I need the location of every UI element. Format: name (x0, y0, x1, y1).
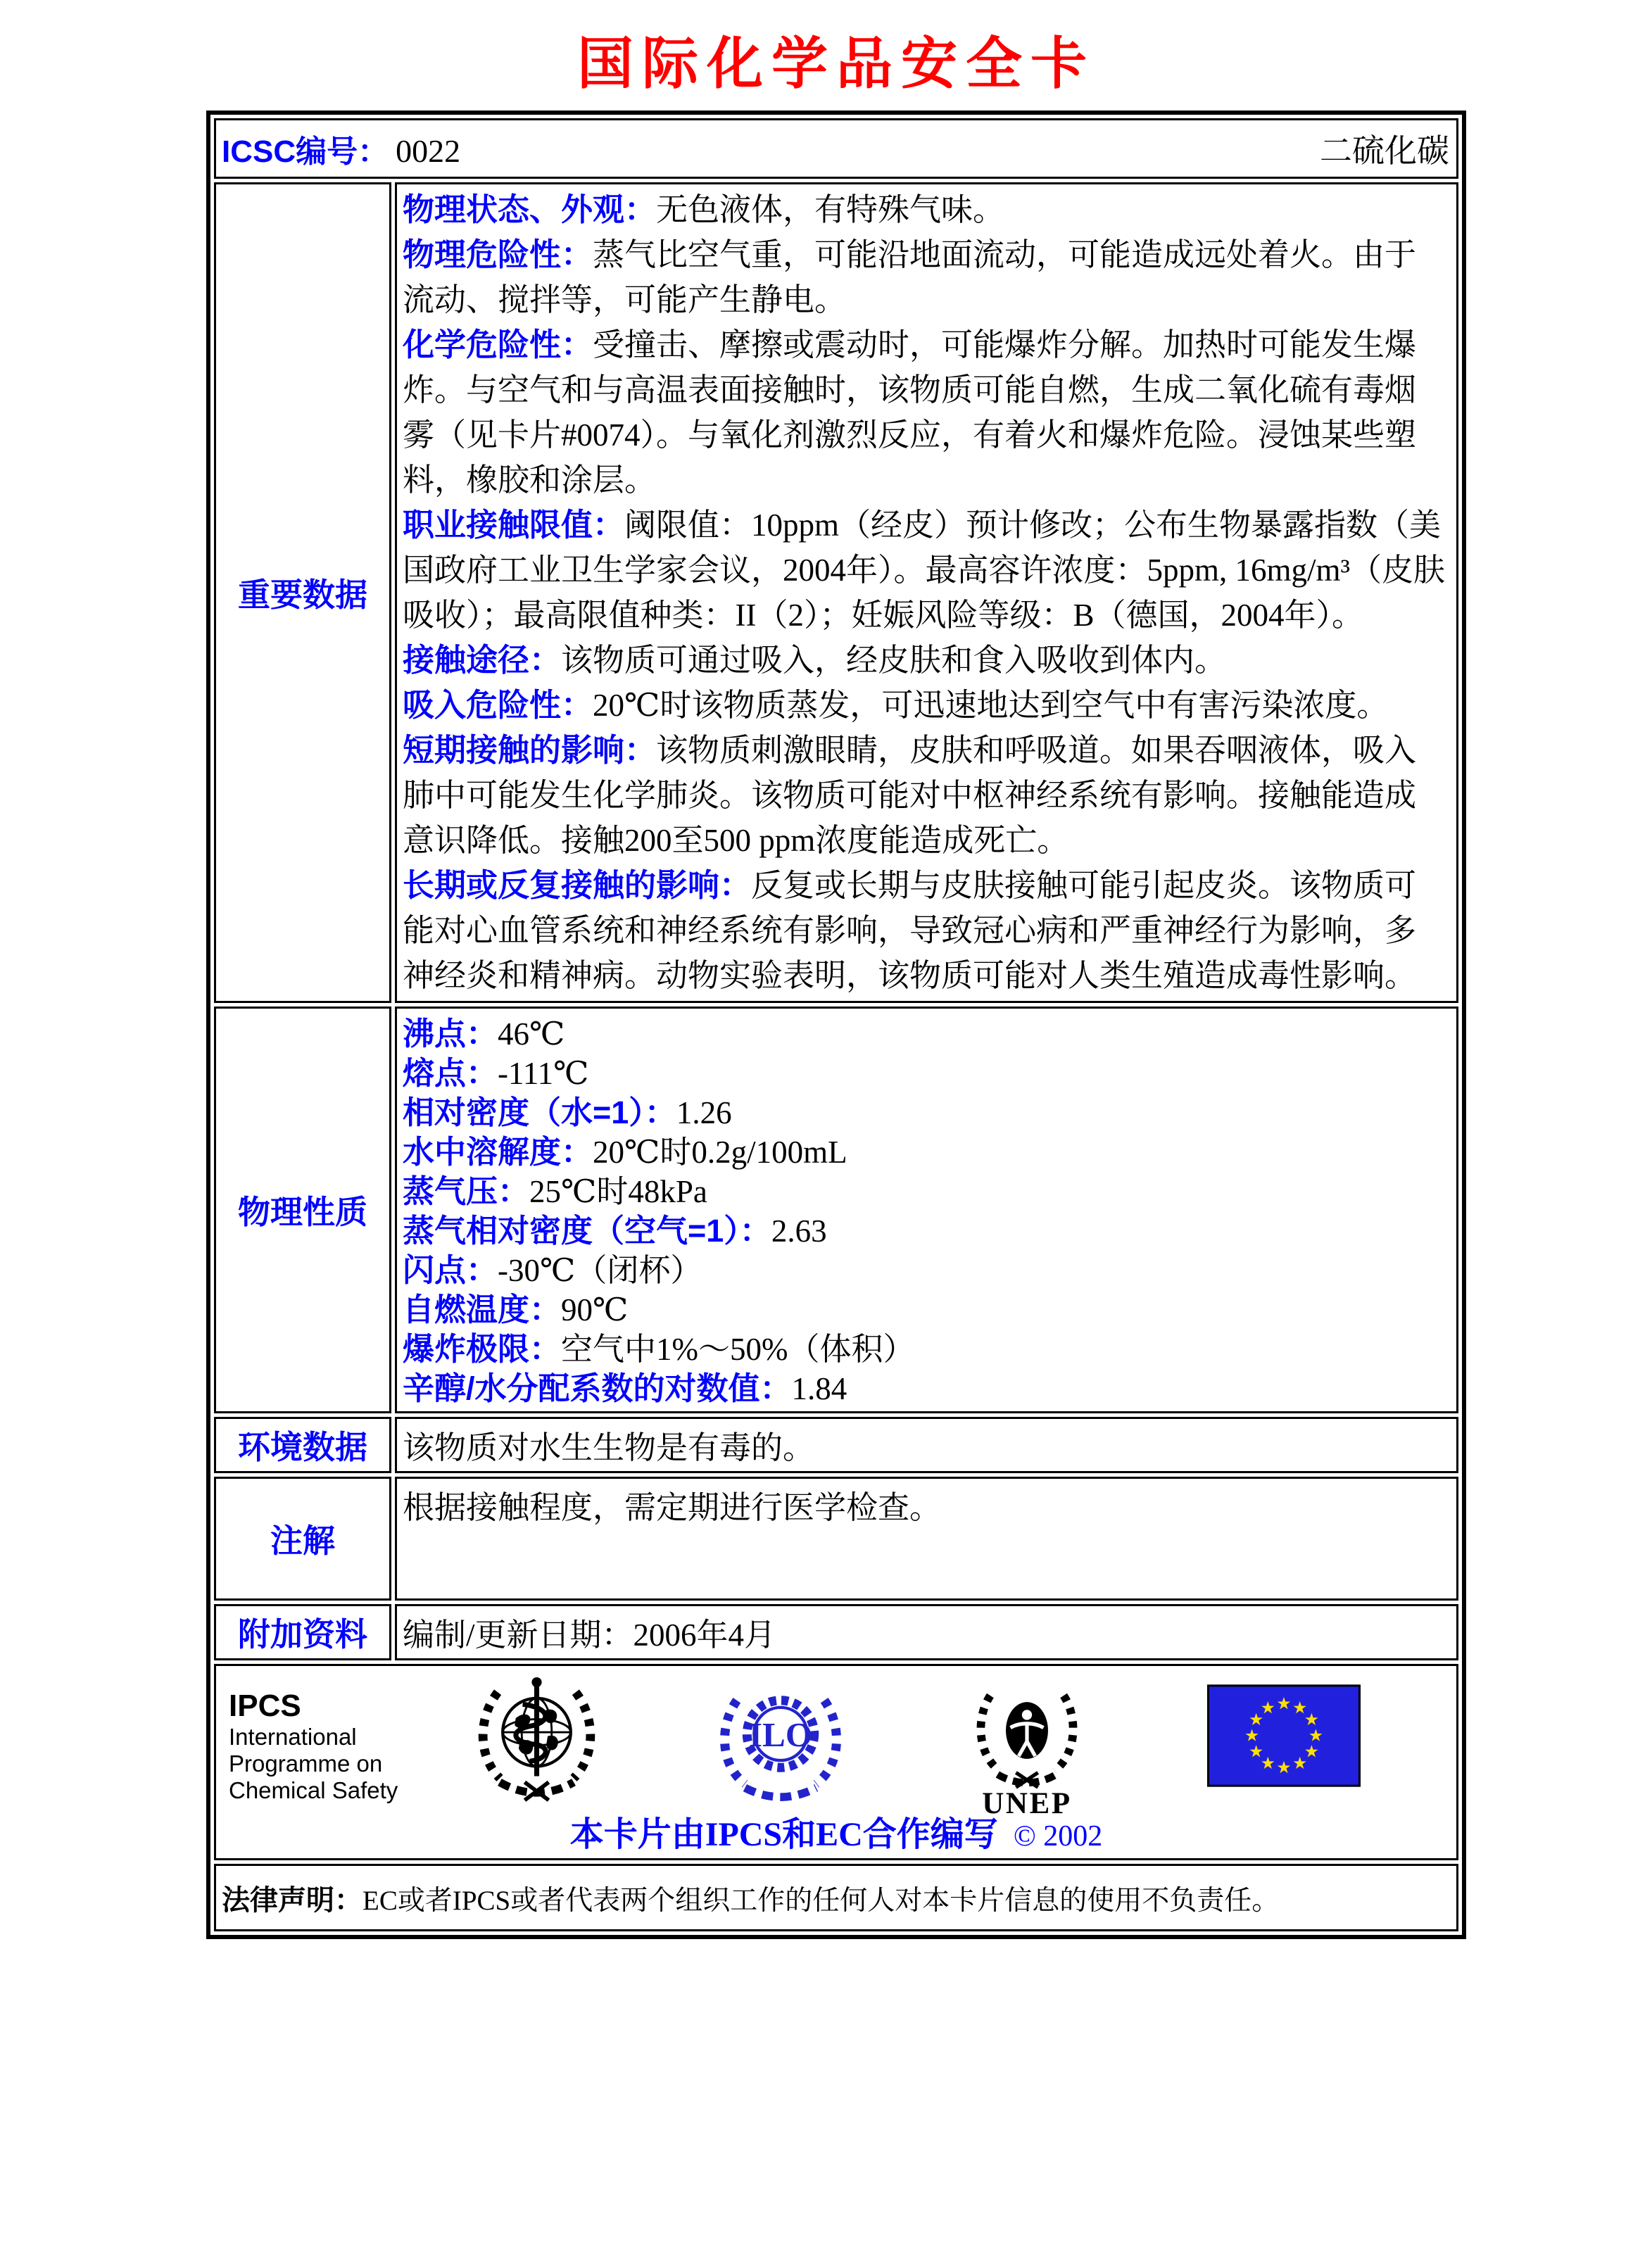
eu-flag-icon (1207, 1684, 1361, 1791)
physical-property-line: 熔点：-111℃ (403, 1055, 589, 1091)
legal-notice-text: EC或者IPCS或者代表两个组织工作的任何人对本卡片信息的使用不负责任。 (362, 1885, 1280, 1916)
row-label-additional-info: 附加资料 (214, 1604, 391, 1660)
important-data-item: 化学危险性：受撞击、摩擦或震动时，可能爆炸分解。加热时可能发生爆炸。与空气和与高温表面接触时，该物质可能自燃，生成二氧化硫有毒烟雾（见卡片#0074）。与氧化剂激烈反应，有着火和爆炸危险。浸蚀某些塑料，橡胶和涂层。 (403, 327, 1417, 498)
notes-row (214, 1477, 1458, 1601)
physical-properties-content (395, 1007, 1458, 1413)
copyright-text: © 2002 (1013, 1820, 1103, 1853)
additional-info-content: 编制/更新日期：2006年4月 (395, 1604, 1458, 1660)
who-logo-icon (472, 1670, 602, 1812)
chemical-name: 二硫化碳 (1320, 133, 1449, 169)
cooperation-caption-text: 本卡片由IPCS和EC合作编写 (569, 1816, 998, 1853)
important-data-item: 接触途径：该物质可通过吸入，经皮肤和食入吸收到体内。 (403, 642, 1227, 678)
additional-info-row (214, 1604, 1458, 1660)
row-label-important-data: 重要数据 (214, 182, 391, 1003)
page-title: 国际化学品安全卡 (577, 34, 1095, 96)
physical-property-line: 闪点：-30℃（闭杯） (403, 1252, 702, 1288)
important-data-row (214, 182, 1458, 1003)
unep-label: UNEP (982, 1786, 1072, 1817)
legal-notice-label: 法律声明： (222, 1884, 362, 1916)
important-data-item: 短期接触的影响：该物质刺激眼睛，皮肤和呼吸道。如果吞咽液体，吸入肺中可能发生化学肺炎。该物质可能对中枢神经系统有影响。接触能造成意识降低。接触200至500 ppm浓度能造成死亡。 (403, 732, 1417, 858)
physical-property-line: 相对密度（水=1）：1.26 (403, 1094, 732, 1130)
row-label-notes: 注解 (214, 1477, 391, 1601)
legal-notice (214, 1864, 1458, 1931)
notes-content: 根据接触程度，需定期进行医学检查。 (395, 1477, 1458, 1601)
important-data-item: 吸入危险性：20℃时该物质蒸发，可迅速地达到空气中有害污染浓度。 (403, 687, 1389, 723)
icsc-number (222, 126, 460, 171)
physical-properties-row (214, 1007, 1458, 1413)
environmental-data-row (214, 1417, 1458, 1473)
important-data-item: 物理状态、外观：无色液体，有特殊气味。 (403, 191, 1005, 227)
ilo-logo-icon (714, 1676, 847, 1805)
ipcs-text-block: IPCS International Programme on Chemical Safety (229, 1689, 408, 1804)
physical-property-line: 辛醇/水分配系数的对数值：1.84 (403, 1370, 847, 1406)
logos-cell (214, 1664, 1458, 1860)
physical-property-line: 蒸气相对密度（空气=1）：2.63 (403, 1213, 827, 1249)
physical-property-line: 水中溶解度：20℃时0.2g/100mL (403, 1134, 847, 1170)
cooperation-caption (226, 1807, 1446, 1855)
physical-property-line: 沸点：46℃ (403, 1016, 565, 1052)
unep-logo-icon (966, 1677, 1087, 1820)
card-header-row (214, 118, 1458, 179)
ipcs-acronym: IPCS (229, 1689, 301, 1723)
row-label-environmental-data: 环境数据 (214, 1417, 391, 1473)
physical-property-line: 爆炸极限：空气中1%～50%（体积） (403, 1331, 915, 1367)
important-data-content (395, 182, 1458, 1003)
logos-row (214, 1664, 1458, 1860)
important-data-item: 长期或反复接触的影响：反复或长期与皮肤接触可能引起皮炎。该物质可能对心血管系统和神经系统有影响，导致冠心病和严重神经行为影响，多神经炎和精神病。动物实验表明，该物质可能对人类生殖造成毒性影响。 (403, 867, 1417, 993)
icsc-number-label: ICSC编号： (222, 134, 389, 169)
row-label-physical-properties: 物理性质 (214, 1007, 391, 1413)
card-header-cell (214, 118, 1458, 179)
icsc-card-table (206, 111, 1466, 1939)
physical-property-line: 蒸气压：25℃时48kPa (403, 1173, 707, 1209)
icsc-number-value: 0022 (396, 133, 461, 169)
important-data-item: 物理危险性：蒸气比空气重，可能沿地面流动，可能造成远处着火。由于流动、搅拌等，可能产生静电。 (403, 236, 1417, 317)
environmental-data-content: 该物质对水生生物是有毒的。 (395, 1417, 1458, 1473)
important-data-item: 职业接触限值：阈限值：10ppm（经皮）预计修改；公布生物暴露指数（美国政府工业卫生学家会议，2004年）。最高容许浓度：5ppm, 16mg/m³（皮肤吸收）；最高限值种类：II（2）；妊娠风险等级：B（德国，2004年）。 (403, 507, 1446, 633)
legal-row (214, 1864, 1458, 1931)
ilo-letters: ILO (748, 1715, 813, 1754)
physical-property-line: 自燃温度：90℃ (403, 1292, 629, 1327)
